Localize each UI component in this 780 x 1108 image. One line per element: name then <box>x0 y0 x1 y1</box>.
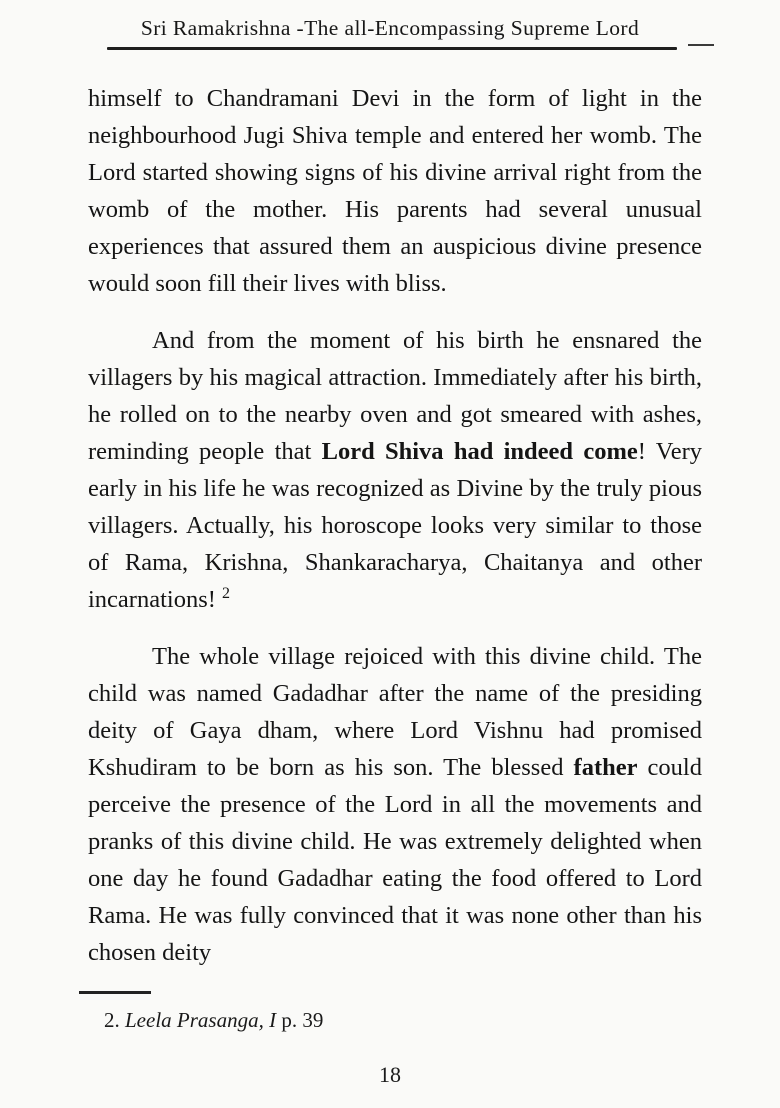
text-segment-normal: himself to Chandramani Devi in the form of light in the neighbourhood Jugi Shiva temple and entered her womb. The Lord started showing signs of his divine arrival right from the womb of the mother. His parents had several unusual experiences that assured them an auspicious divine presence would soon fill their lives with bliss. <box>88 85 702 297</box>
page-number: 18 <box>379 1062 401 1087</box>
text-segment-normal: could perceive the presence of the Lord in all the movements and pranks of this divine child. He was extremely delighted when one day he found Gadadhar eating the food offered to Lord Rama. He was fully convinced that it was none other than his chosen deity <box>88 754 702 966</box>
header-rule-artifact <box>688 44 714 46</box>
text-segment-bold: Lord Shiva had indeed come <box>321 438 638 465</box>
text-segment-normal: And from the moment of his birth he ensnared the villagers by his magical attraction. Immediately after his birth, he rolled on to the nearby oven and got smeared with ashes, reminding people that <box>88 327 702 465</box>
text-segment-sup: 2 <box>222 585 231 602</box>
paragraph <box>88 322 702 618</box>
text-segment-normal: 2. <box>104 1008 125 1032</box>
text-segment-italic: Leela Prasanga, I <box>125 1008 277 1032</box>
paragraph <box>88 80 702 302</box>
running-header-title: Sri Ramakrishna -The all-Encompassing Supreme Lord <box>140 16 640 40</box>
footnote <box>104 1008 323 1033</box>
header-rule <box>107 47 677 50</box>
text-segment-bold: father <box>573 754 638 781</box>
paragraph <box>88 638 702 971</box>
footnote-rule <box>79 991 151 994</box>
text-segment-normal: ! Very early in his life he was recognized as Divine by the truly pious villagers. Actually, his horoscope looks very similar to those of Rama, Krishna, Shankaracharya, Chaitanya and other incarnations! <box>88 438 702 613</box>
body-paragraphs <box>88 80 702 971</box>
text-segment-normal: The whole village rejoiced with this divine child. The child was named Gadadhar after the name of the presiding deity of Gaya dham, where Lord Vishnu had promised Kshudiram to be born as his son. The blessed <box>88 643 702 781</box>
text-segment-normal: p. 39 <box>276 1008 324 1032</box>
